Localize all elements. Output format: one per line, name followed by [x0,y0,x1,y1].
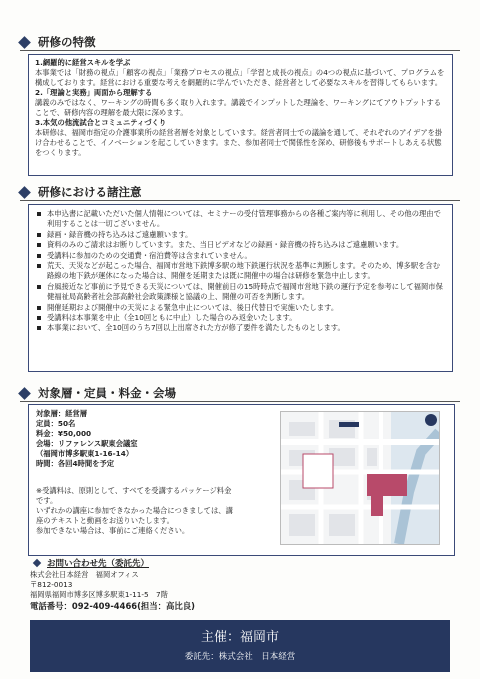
notes-list [31,209,446,334]
contact-heading: お問い合わせ先（委託先） [34,557,149,569]
list-item: 台風接近など事前に予見できる天災については、開催前日の15時時点で福岡市営地下鉄の運行予定を参考にして福岡市保健福祉局高齢者社会部高齢社会政策課様と協議の上、開催の可否を判断します。 [31,282,446,303]
list-item: 録画・録音機の持ち込みはご遠慮願います。 [31,230,446,240]
list-item: 開催延期および開催中の天災による緊急中止については、後日代替日で実施いたします。 [31,303,446,313]
map-image [281,412,439,544]
list-item: 資料のみのご請求はお断りしています。また、当日ビデオなどの録画・録音機の持ち込みはご遠慮願います。 [31,240,446,250]
diamond-icon [18,36,31,49]
features-box [28,54,453,176]
sponsor-text: 主催：福岡市 [200,630,279,645]
feature-item-2: 2.「理論と実務」両面から理解する 講義のみではなく、ワーキングの時間も多く取り入れます。講義でインプットした理論を、ワーキングにてアウトプットすることで、研修内容の理解を最大限に深めます。 [35,88,441,117]
venue-map [280,411,440,545]
divider [20,50,460,51]
notes-box [28,204,453,372]
feature-item-1: 1.網羅的に経営スキルを学ぶ 本事業では「財務の視点」「顧客の視点」「業務プロセスの視点」「学習と成長の視点」の4つの視点に基づいて、プログラムを構成しております。経営における重要な考えを網羅的に学んでいただき、経営者として必要なスキルを習得してもらいます。 [35,58,445,87]
venue-details: 対象層：経営層 定員：50名 料金：¥50,000 会場：リファレンス駅東会議室 （福岡市博多駅東1-16-14） 時間：各回4時間を予定 [36,409,138,468]
venue-notes: ※受講料は、原則として、すべてを受講するパッケージ料金です。 いずれかの講座に参加できなかった場合につきましては、講座のテキストと動画をお送りいたします。 参加できない場合は、事前にご連絡ください。 [36,486,233,535]
contact-block: 株式会社日本経営 福岡オフィス 〒812-0013 福岡県福岡市博多区博多駅東1-11-5 7階 電話番号：092-409-4466(担当：高比良) [30,570,196,611]
notes-heading: 研修における諸注意 [20,184,142,200]
divider [20,401,460,402]
list-item: 受講料に参加のための交通費・宿泊費等は含まれていません。 [31,251,446,261]
list-item: 受講料は本事業を中止（全10回ともに中止）した場合のみ返金いたします。 [31,313,446,323]
diamond-icon [33,559,41,567]
feature-item-3: 3.本気の他流試合とコミュニティづくり 本研修は、福岡市指定の介護事業所の経営者層を対象としています。経営者同士での議論を通して、それぞれのアイデアを掛け合わせることで、イノベーションを起こしていきます。また、参加者同士で関係性を深め、研修後もサポートしあえる状態をつくります。 [35,118,443,157]
venue-heading: 対象層・定員・料金・会場 [20,385,176,401]
features-heading: 研修の特徴 [20,34,96,50]
diamond-icon [18,186,31,199]
list-item: 荒天、天災などが起こった場合、福岡市営地下鉄博多駅の地下鉄運行状況を基準に判断します。そのため、博多駅を含む路線の地下鉄が運休になった場合は、開催を延期または既に開催中の場合は研修を緊急中止します。 [31,261,446,282]
list-item: 本事業において、全10回のうち7回以上出席された方が修了要件を満たしたものとします。 [31,323,446,333]
diamond-icon [18,387,31,400]
footer-banner [30,620,450,672]
list-item: 本申込書に記載いただいた個人情報については、セミナーの受付管理事務からの各種ご案内等に利用し、その他の理由で利用することは一切ございません。 [31,209,446,230]
consignee-text: 委託先：株式会社 日本経営 [184,652,296,662]
divider [20,200,460,201]
